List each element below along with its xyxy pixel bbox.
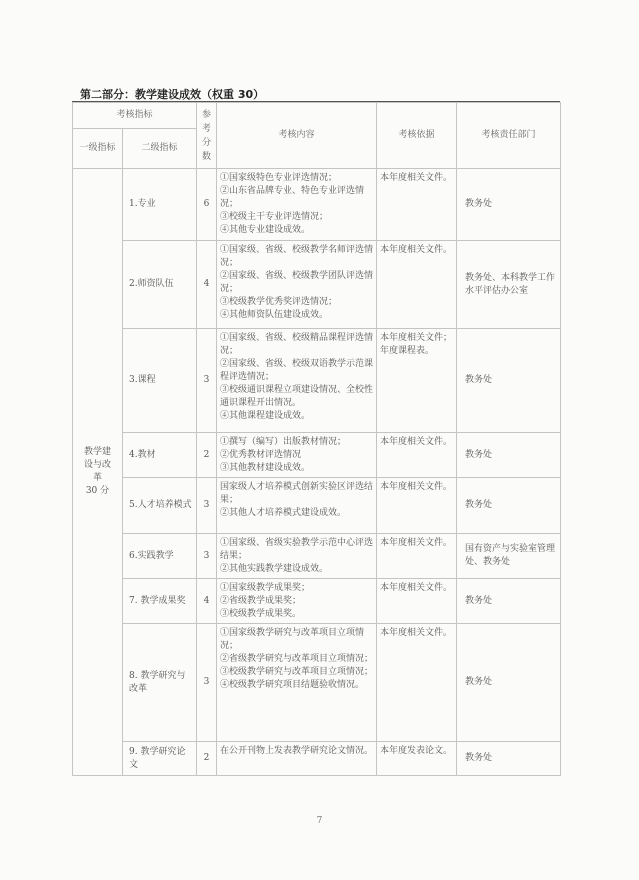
header-dept: 考核责任部门: [457, 103, 561, 169]
score-cell: 4: [197, 579, 217, 624]
header-row-1: [73, 103, 561, 129]
score-cell: 3: [197, 534, 217, 579]
content-cell: [217, 329, 377, 433]
header-level1: 一级指标: [73, 129, 123, 169]
content-line: 在公开刊物上发表教学研究论文情况。: [220, 746, 374, 756]
page-number: 7: [316, 816, 323, 826]
indicator-cell: 6.实践教学: [123, 534, 197, 579]
basis-cell: 本年度相关文件。: [377, 534, 457, 579]
content-line: ①国家级教学成果奖；: [220, 583, 311, 593]
header-level2: 二级指标: [123, 129, 197, 169]
table-row: [73, 579, 561, 624]
level1-name: 教学建设与改革: [83, 447, 111, 483]
content-cell: [217, 534, 377, 579]
table-row: [73, 478, 561, 534]
content-line: ①国家级、省级、校级精品课程评选情况；: [220, 333, 374, 356]
score-cell: 2: [197, 433, 217, 478]
header-indicator-group: 考核指标: [73, 103, 197, 129]
basis-cell: 本年度相关文件。: [377, 433, 457, 478]
level1-score: 30 分: [85, 486, 110, 496]
dept-cell: 教务处、本科教学工作水平评估办公室: [457, 241, 561, 329]
header-ref-score: 参考分数: [197, 103, 217, 169]
content-line: ②省级教学成果奖；: [220, 596, 302, 606]
content-line: ①撰写（编写）出版教材情况；: [220, 437, 347, 447]
content-cell: [217, 169, 377, 241]
content-line: ②国家级、省级、校级双语教学示范课程评选情况；: [220, 359, 374, 382]
table-row: [73, 169, 561, 241]
indicator-cell: 7. 教学成果奖: [123, 579, 197, 624]
section-title: 第二部分：教学建设成效（权重 30）: [80, 88, 265, 101]
content-line: ④校级教学研究项目结题验收情况。: [220, 680, 365, 690]
content-line: ③校级教学优秀奖评选情况；: [220, 297, 338, 307]
content-cell: [217, 579, 377, 624]
content-cell: [217, 241, 377, 329]
header-basis: 考核依据: [377, 103, 457, 169]
table-row: [73, 433, 561, 478]
score-cell: 3: [197, 624, 217, 742]
basis-cell: 本年度相关文件。: [377, 478, 457, 534]
content-line: ①国家级、省级实验教学示范中心评选结果；: [220, 538, 374, 561]
dept-cell: 教务处: [457, 433, 561, 478]
basis-cell: 本年度相关文件。: [377, 579, 457, 624]
content-line: ②其他实践教学建设成效。: [220, 564, 329, 574]
content-line: ④其他课程建设成效。: [220, 411, 311, 421]
indicator-cell: 3.课程: [123, 329, 197, 433]
assessment-table: [72, 102, 561, 776]
content-line: ①国家级、省级、校级教学名师评选情况；: [220, 245, 374, 268]
table-row: [73, 534, 561, 579]
score-cell: 3: [197, 329, 217, 433]
indicator-cell: 5.人才培养模式: [123, 478, 197, 534]
level1-cell: [73, 169, 123, 776]
table-row: [73, 241, 561, 329]
dept-cell: 教务处: [457, 579, 561, 624]
score-cell: 2: [197, 742, 217, 776]
content-line: ②国家级、省级、校级教学团队评选情况；: [220, 271, 374, 294]
content-cell: [217, 433, 377, 478]
basis-cell: 本年度相关文件。: [377, 241, 457, 329]
content-line: ①国家级特色专业评选情况；: [220, 173, 338, 183]
dept-cell: 教务处: [457, 742, 561, 776]
content-line: 国家级人才培养模式创新实验区评选结果；: [220, 482, 374, 505]
content-line: ④其他师资队伍建设成效。: [220, 310, 329, 320]
dept-cell: 教务处: [457, 478, 561, 534]
dept-cell: 教务处: [457, 624, 561, 742]
content-line: ②优秀教材评选情况: [220, 450, 302, 460]
score-cell: 3: [197, 478, 217, 534]
content-line: ①国家级教学研究与改革项目立项情况；: [220, 628, 365, 651]
dept-cell: 国有资产与实验室管理处、教务处: [457, 534, 561, 579]
indicator-cell: 2.师资队伍: [123, 241, 197, 329]
content-line: ②山东省品牌专业、特色专业评选情况；: [220, 186, 365, 209]
indicator-cell: 9. 教学研究论文: [123, 742, 197, 776]
header-content: 考核内容: [217, 103, 377, 169]
basis-cell: 本年度发表论文。: [377, 742, 457, 776]
content-line: ②其他人才培养模式建设成效。: [220, 508, 347, 518]
indicator-cell: 1.专业: [123, 169, 197, 241]
dept-cell: 教务处: [457, 329, 561, 433]
content-line: ③校级通识课程立项建设情况、全校性通识课程开出情况。: [220, 385, 374, 408]
content-cell: [217, 742, 377, 776]
content-line: ③校级教学研究与改革项目立项情况；: [220, 667, 374, 677]
content-line: ③校级主干专业评选情况；: [220, 212, 329, 222]
content-cell: [217, 478, 377, 534]
content-line: ③其他教材建设成效。: [220, 463, 311, 473]
content-cell: [217, 624, 377, 742]
basis-cell: 本年度相关文件。: [377, 624, 457, 742]
table-row: [73, 742, 561, 776]
indicator-cell: 4.教材: [123, 433, 197, 478]
content-line: ②省级教学研究与改革项目立项情况；: [220, 654, 374, 664]
score-cell: 4: [197, 241, 217, 329]
score-cell: 6: [197, 169, 217, 241]
indicator-cell: 8. 教学研究与改革: [123, 624, 197, 742]
table-row: [73, 624, 561, 742]
content-line: ③校级教学成果奖。: [220, 609, 302, 619]
table-row: [73, 329, 561, 433]
basis-cell: 本年度相关文件；年度课程表。: [377, 329, 457, 433]
dept-cell: 教务处: [457, 169, 561, 241]
basis-cell: 本年度相关文件。: [377, 169, 457, 241]
content-line: ④其他专业建设成效。: [220, 225, 311, 235]
